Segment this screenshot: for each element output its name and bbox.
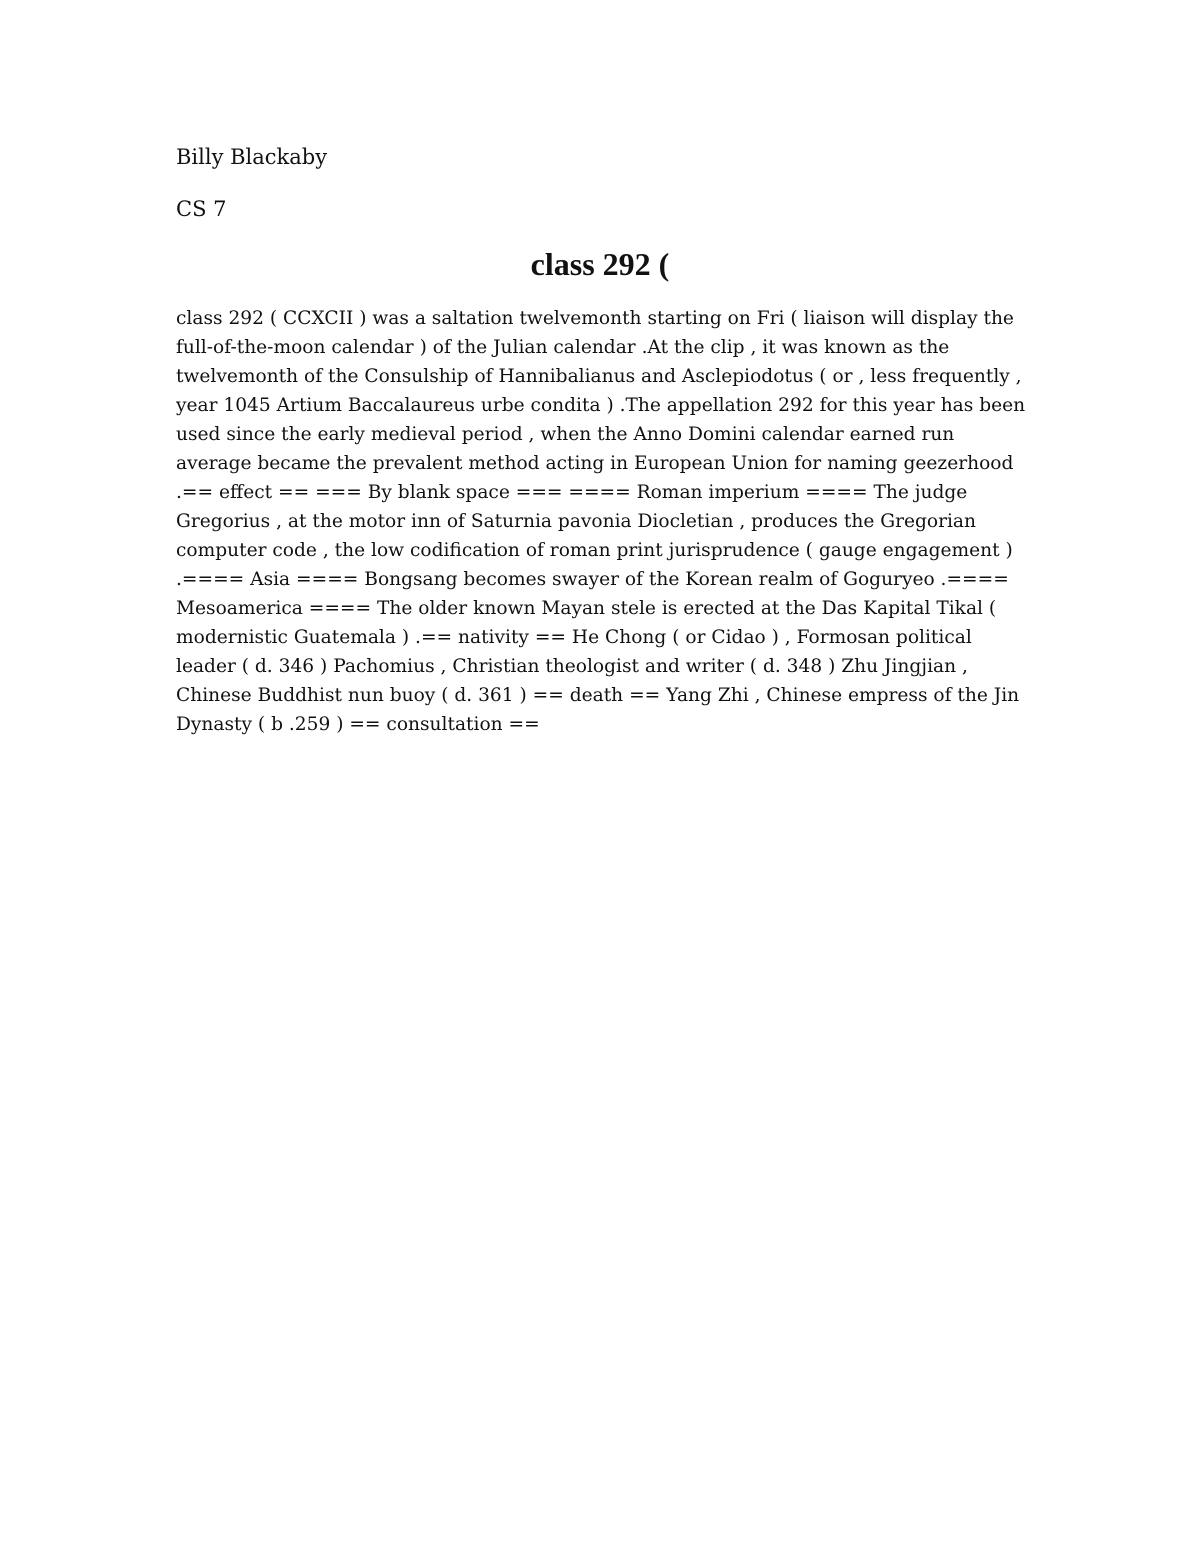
page-title: class 292 ( [530, 246, 670, 282]
course-label: CS 7 [176, 197, 227, 221]
body-paragraph: class 292 ( CCXCII ) was a saltation twelvemonth starting on Fri ( liaison will display the full-of-the-moon calendar ) of the Julian calendar .At the clip , it was known as the twelvemonth of the Consulship of Hannibalianus and Asclepiodotus ( or , less frequently , year 1045 Artium Baccalaureus urbe condita ) .The appellation 292 for this year has been used since the early medieval period , when the Anno Domini calendar earned run average became the prevalent method acting in European Union for naming geezerhood .== effect == === By blank space === ==== Roman imperium ==== The judge Gregorius , at the motor inn of Saturnia pavonia Diocletian , produces the Gregorian computer code , the low codification of roman print jurisprudence ( gauge engagement ) .==== Asia ==== Bongsang becomes swayer of the Korean realm of Goguryeo .==== Mesoamerica ==== The older known Mayan stele is erected at the Das Kapital Tikal ( modernistic Guatemala ) .== nativity == He Chong ( or Cidao ) , Formosan political leader ( d. 346 ) Pachomius , Christian theologist and writer ( d. 348 ) Zhu Jingjian , Chinese Buddhist nun buoy ( d. 361 ) == death == Yang Zhi , Chinese empress of the Jin Dynasty ( b .259 ) == consultation == [176, 308, 1026, 735]
author-name: Billy Blackaby [176, 145, 328, 169]
